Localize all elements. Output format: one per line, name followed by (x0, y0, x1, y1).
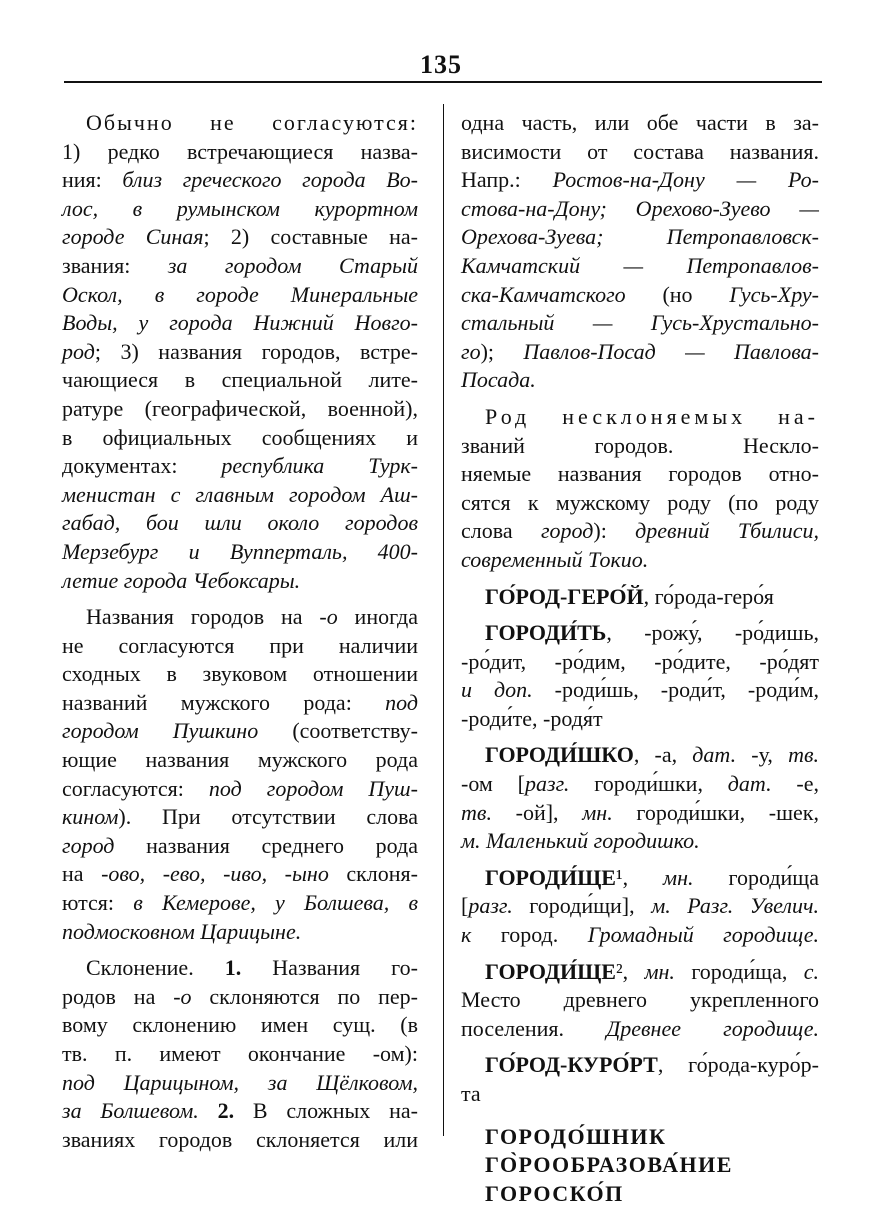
text-line: город названия среднего рода (62, 832, 418, 858)
text-line: летие города Чебоксары. (62, 567, 301, 593)
text-line: одна часть, или обе части в за- (461, 110, 819, 135)
text-line: звания: за городом Старый (62, 252, 418, 278)
text-line: габад, бои шли около городов (62, 510, 418, 536)
text-line: Воды, у города Нижний Новго- (62, 310, 418, 336)
text-line: Место древнего укрепленного (461, 987, 819, 1013)
text-line: лос, в румынском курортном (62, 195, 418, 221)
text-line: Род несклоняемых на- (485, 403, 819, 429)
text-line: -роди́те, -родя́т (461, 705, 603, 731)
text-line: званиях городов склоняется или (62, 1126, 418, 1152)
text-line: поселения. Древнее городище. (461, 1015, 819, 1041)
page-number: 135 (420, 50, 462, 79)
text-line: род; 3) названия городов, встре- (62, 338, 418, 364)
text-line: слова город): древний Тбилиси, (461, 518, 820, 544)
headword-goroskop: ГОРОСКО́П (485, 1180, 624, 1206)
text-line: Оскол, в городе Минеральные (62, 281, 418, 307)
text-line: Склонение. 1. Названия го- (86, 955, 418, 981)
text-line: ска-Камчатского (но Гусь-Хру- (461, 281, 819, 307)
text-line: Посада. (461, 367, 536, 393)
text-line: званий городов. Нескло- (461, 432, 819, 458)
text-line: висимости от состава названия. (461, 138, 819, 164)
text-line: -ро́дит, -ро́дим, -ро́дите, -ро́дят (461, 648, 819, 674)
text-line: тв. п. имеют окончание -ом): (62, 1041, 418, 1066)
column-divider (443, 104, 444, 1136)
text-line: под Царицыном, за Щёлковом, (62, 1069, 418, 1095)
text-line: тв. -ой], мн. городи́шки, -шек, (461, 799, 819, 825)
text-line: Обычно не согласуются: (86, 110, 418, 135)
dictionary-entry: ГОРОДИ́ЩЕ², мн. городи́ща, с. (485, 958, 819, 984)
left-column (62, 109, 418, 1154)
text-line: Камчатский — Петропавлов- (461, 252, 819, 278)
text-line: Названия городов на -о иногда (86, 604, 418, 630)
text-line: сятся к мужскому роду (по роду (461, 489, 819, 515)
text-line: городе Синая; 2) составные на- (62, 224, 418, 250)
text-line: не согласуются при наличии (62, 632, 418, 658)
text-line: Мерзебург и Вупперталь, 400- (62, 538, 418, 564)
text-line: Орехова-Зуева; Петропавловск- (461, 224, 819, 250)
text-line: документах: республика Турк- (62, 453, 418, 479)
text-line: к город. Громадный городище. (461, 922, 819, 948)
text-line: современный Токио. (461, 546, 649, 572)
text-line: ются: в Кемерове, у Болшева, в (62, 890, 418, 916)
text-line: та (461, 1081, 481, 1106)
text-line: го); Павлов-Посад — Павлова- (461, 338, 819, 364)
dictionary-entry: ГОРОДИ́ЩЕ¹, мн. городи́ща (485, 864, 819, 890)
text-line: ратуре (географической, военной), (62, 395, 418, 421)
text-line: Напр.: Ростов-на-Дону — Ро- (461, 167, 819, 193)
text-line: 1) редко встречающиеся назва- (62, 138, 418, 164)
text-line: ния: близ греческого города Во- (62, 167, 418, 193)
dictionary-entry: ГО́РОД-КУРО́РТ, го́рода-куро́р- (485, 1052, 819, 1078)
text-line: стальный — Гусь-Хрустально- (461, 310, 819, 336)
text-line: -ом [разг. городи́шки, дат. -е, (461, 771, 820, 797)
text-line: в официальных сообщениях и (62, 424, 418, 450)
text-line: и доп. -роди́шь, -роди́т, -роди́м, (461, 677, 819, 703)
text-line: чающиеся в специальной лите- (62, 367, 418, 393)
dictionary-entry: ГОРОДИ́ТЬ, -рожу́, -ро́дишь, (485, 620, 819, 646)
text-line: менистан с главным городом Аш- (62, 481, 418, 507)
headword-goroobrazovanie: ГО̀РООБРАЗОВА́НИЕ (485, 1152, 733, 1178)
text-line: вому склонению имен сущ. (в (62, 1012, 418, 1038)
text-line: на -ово, -ево, -иво, -ыно склоня- (62, 861, 419, 887)
right-column (461, 109, 819, 1208)
text-line: [разг. городи́щи], м. Разг. Увелич. (461, 893, 819, 919)
text-line: названий мужского рода: под (62, 689, 418, 715)
dictionary-entry: ГОРОДИ́ШКО, -а, дат. -у, тв. (485, 742, 820, 768)
text-line: сходных в звуковом отношении (62, 661, 418, 687)
text-line: за Болшевом. 2. В сложных на- (62, 1098, 418, 1124)
text-line: стова-на-Дону; Орехово-Зуево — (461, 195, 819, 221)
text-line: ющие названия мужского рода (62, 747, 418, 773)
text-line: м. Маленький городишко. (461, 828, 700, 854)
headword-gorodoshnik: ГОРОДО́ШНИК (485, 1123, 667, 1149)
header-rule (64, 81, 822, 83)
text-line: согласуются: под городом Пуш- (62, 775, 418, 801)
text-line: родов на -о склоняются по пер- (62, 983, 418, 1009)
text-line: кином). При отсутствии слова (62, 804, 418, 830)
text-line: подмосковном Царицыне. (62, 918, 302, 944)
text-line: городом Пушкино (соответству- (62, 718, 418, 744)
text-line: няемые названия городов отно- (461, 461, 819, 487)
dictionary-entry: ГО́РОД-ГЕРО́Й, го́рода-геро́я (485, 583, 774, 609)
